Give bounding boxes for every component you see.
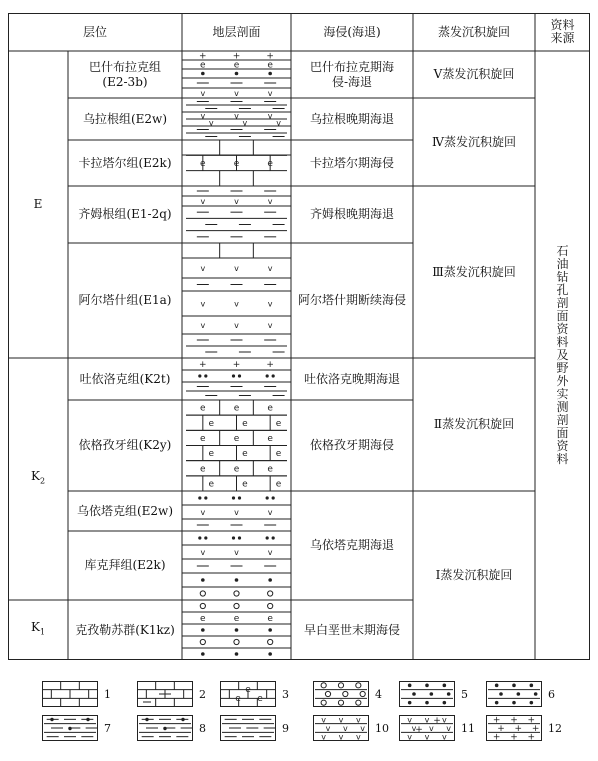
lithology-band — [182, 519, 291, 525]
symbol-v: v — [338, 715, 344, 725]
symbol-dot — [272, 497, 274, 499]
symbol-v: v — [200, 548, 206, 557]
symbol-e: e — [200, 433, 206, 444]
symbol-v: v — [267, 197, 273, 206]
legend-item — [399, 715, 475, 741]
legend-swatch — [486, 681, 542, 707]
symbol-v: v — [208, 118, 214, 128]
formation-code: (E2k) — [138, 155, 172, 170]
symbol-circle — [200, 591, 205, 596]
symbol-dot — [534, 693, 537, 696]
symbol-dot — [530, 684, 533, 687]
lithology-band — [182, 545, 291, 557]
cycle-cell: Ⅲ蒸发沉积旋回 — [432, 264, 516, 279]
legend-number: 6 — [548, 687, 555, 701]
formation-name: 卡拉塔尔组 — [78, 155, 139, 170]
legend-number: 4 — [375, 687, 382, 701]
symbol-dot — [202, 579, 205, 582]
symbol-dot — [269, 72, 272, 75]
lithology-band — [182, 612, 291, 624]
symbol-circle — [321, 700, 326, 705]
symbol-plus: + — [531, 724, 540, 734]
symbol-circle — [234, 639, 239, 644]
symbol-plus: + — [510, 732, 518, 741]
lithology-band — [182, 491, 291, 499]
lithology-band — [182, 648, 291, 655]
legend-item — [42, 715, 111, 741]
symbol-e: e — [242, 449, 248, 460]
lithology-band — [182, 573, 291, 581]
symbol-e: e — [208, 449, 215, 460]
symbol-dot — [269, 629, 272, 632]
symbol-dot — [443, 684, 446, 687]
formation-name: 巴什布拉克组 — [88, 59, 161, 74]
lithology-band — [182, 88, 291, 98]
symbol-v: v — [338, 732, 344, 741]
symbol-circle — [268, 591, 273, 596]
symbol-v: v — [267, 111, 273, 121]
formation-code: (E2w) — [130, 111, 168, 126]
formation-code: (E1a) — [138, 293, 172, 307]
symbol-circle — [200, 639, 205, 644]
symbol-v: v — [200, 321, 206, 330]
symbol-v: v — [234, 89, 239, 98]
symbol-circle — [338, 683, 343, 688]
source-text: 石油钻孔剖面资料及野外实测剖面资料 — [556, 244, 569, 466]
symbol-dot — [205, 375, 207, 377]
symbol-v: v — [200, 299, 206, 309]
symbol-v: v — [234, 548, 239, 557]
symbol-dot — [235, 72, 238, 75]
formation-code: (K1kz) — [135, 622, 175, 637]
lithology-band — [182, 636, 291, 645]
symbol-v: v — [355, 715, 361, 725]
symbol-dot — [517, 693, 520, 696]
formation-cell — [68, 531, 182, 600]
symbol-circle — [360, 691, 365, 696]
transgression-cell: 早白垩世末期海侵 — [303, 622, 400, 637]
lithology-band — [182, 196, 291, 206]
legend-swatch — [313, 681, 369, 707]
symbol-v: v — [424, 715, 430, 725]
symbol-plus: + — [232, 360, 241, 370]
symbol-circle — [321, 683, 326, 688]
symbol-e: e — [267, 433, 273, 444]
symbol-v: v — [441, 732, 447, 741]
symbol-v: v — [267, 548, 273, 557]
formation-code: (E1-2q) — [126, 207, 172, 221]
symbol-e: e — [275, 418, 282, 429]
symbol-v: v — [234, 111, 239, 121]
system-k1 — [8, 600, 68, 660]
legend-number: 8 — [199, 721, 206, 735]
symbol-dot — [408, 701, 411, 704]
symbol-v: v — [411, 724, 417, 733]
legend-number: 9 — [282, 721, 289, 735]
symbol-circle — [325, 691, 330, 696]
symbol-v: v — [200, 89, 206, 98]
formation-cell — [68, 400, 182, 491]
symbol-v: v — [267, 508, 273, 517]
symbol-plus: + — [266, 360, 274, 370]
lithology-band — [182, 98, 291, 109]
symbol-circle — [343, 691, 348, 696]
symbol-v: v — [200, 264, 206, 273]
symbol-circle — [234, 591, 239, 596]
legend-item — [486, 681, 555, 707]
symbol-v: v — [267, 89, 273, 98]
lithology-band — [182, 316, 291, 330]
transgression-cell: 乌依塔克期海退 — [309, 538, 394, 552]
formation-name: 乌依塔克组 — [76, 503, 137, 518]
header-layer: 层位 — [82, 24, 107, 39]
symbol-dot — [513, 701, 516, 704]
legend-swatch — [220, 715, 276, 741]
symbol-v: v — [428, 724, 434, 733]
legend-item — [313, 715, 389, 741]
lithology-band — [182, 382, 291, 396]
symbol-plus: + — [514, 724, 523, 734]
formation-name: 齐姆根组 — [78, 207, 127, 221]
formation-cell — [68, 51, 182, 98]
symbol-dot — [205, 497, 207, 499]
transgression-cell: 阿尔塔什期断续海侵 — [297, 293, 406, 307]
formation-name: 乌拉根组 — [82, 111, 131, 126]
symbol-e: e — [233, 433, 240, 444]
symbol-e: e — [233, 60, 240, 71]
symbol-plus: + — [232, 51, 241, 62]
symbol-dot — [182, 718, 184, 720]
transgression-cell: 乌拉根晚期海退 — [309, 111, 394, 126]
formation-name: 吐依洛克组 — [79, 371, 140, 386]
symbol-dot — [202, 629, 205, 632]
symbol-dot — [266, 537, 268, 539]
lithology-band — [182, 559, 291, 566]
header-section: 地层剖面 — [212, 24, 261, 39]
symbol-dot — [443, 701, 446, 704]
symbol-dot — [266, 375, 268, 377]
symbol-dot — [235, 653, 238, 656]
symbol-circle — [338, 700, 343, 705]
formation-name: 阿尔塔什组 — [78, 293, 139, 307]
symbol-dot — [430, 693, 433, 696]
source-cell — [535, 51, 590, 660]
symbol-dot — [269, 579, 272, 582]
symbol-e: e — [267, 60, 273, 71]
symbol-circle — [268, 639, 273, 644]
legend-item — [220, 681, 289, 707]
symbol-dot — [232, 375, 234, 377]
symbol-plus: + — [527, 715, 536, 726]
legend-swatch — [42, 715, 98, 741]
symbol-circle — [200, 603, 205, 608]
symbol-v: v — [267, 321, 273, 330]
lithology-band — [182, 358, 291, 370]
formation-name: 依格孜牙组 — [78, 438, 139, 452]
cycle-cell: Ⅴ蒸发沉积旋回 — [433, 67, 515, 81]
cycle-cell: Ⅱ蒸发沉积旋回 — [433, 417, 515, 431]
stratigraphy-table — [8, 13, 590, 660]
symbol-v: v — [321, 715, 327, 725]
symbol-dot — [426, 701, 429, 704]
symbol-v: v — [407, 715, 413, 725]
formation-cell — [68, 600, 182, 660]
transgression-cell: 齐姆根晚期海退 — [309, 207, 394, 221]
legend-number: 3 — [282, 687, 289, 701]
lithology-band — [182, 587, 291, 596]
symbol-dot — [266, 497, 268, 499]
lithology-band — [182, 126, 291, 137]
header-cycle: 蒸发沉积旋回 — [437, 24, 510, 39]
lithology-band — [182, 291, 291, 309]
system-k2 — [8, 358, 68, 600]
symbol-dot — [500, 693, 503, 696]
header-transgression: 海侵(海退) — [323, 24, 381, 39]
symbol-dot — [238, 497, 240, 499]
symbol-e: e — [242, 418, 248, 429]
symbol-e: e — [233, 403, 240, 414]
symbol-circle — [268, 603, 273, 608]
symbol-v: v — [267, 264, 273, 273]
symbol-v: v — [200, 111, 206, 121]
symbol-v: v — [234, 264, 239, 273]
symbol-v: v — [200, 197, 206, 206]
symbol-dot — [235, 629, 238, 632]
legend-item — [137, 715, 206, 741]
symbol-e: e — [267, 464, 273, 475]
lithology-band — [182, 400, 291, 489]
lithology-band — [182, 278, 291, 285]
symbol-dot — [413, 693, 416, 696]
formation-cell — [68, 140, 182, 186]
lithology-band — [182, 505, 291, 517]
symbol-dot — [232, 537, 234, 539]
system-k1-label: $K_1$ — [30, 620, 46, 637]
symbol-v: v — [234, 321, 239, 330]
formation-code: (E2-3b) — [102, 74, 148, 89]
symbol-dot — [199, 497, 201, 499]
symbol-v: v — [234, 508, 239, 517]
symbol-v: v — [342, 724, 348, 733]
symbol-plus: + — [199, 51, 207, 62]
legend-number: 1 — [104, 687, 111, 701]
symbol-v: v — [441, 715, 447, 725]
lithology-band — [182, 370, 291, 377]
formation-cell — [68, 491, 182, 531]
header-source: 资料来源 — [550, 18, 575, 45]
lithology-band — [182, 258, 291, 273]
symbol-dot — [199, 375, 201, 377]
symbol-v: v — [234, 299, 239, 309]
lithology-band — [182, 112, 291, 128]
legend-number: 10 — [375, 721, 389, 735]
transgression-cell: 依格孜牙期海侵 — [309, 438, 394, 452]
legend-swatch — [313, 715, 369, 741]
symbol-plus: + — [492, 732, 501, 741]
symbol-v: v — [276, 118, 281, 128]
symbol-dot — [272, 375, 274, 377]
legend-swatch — [42, 681, 98, 707]
symbol-plus: + — [492, 715, 501, 726]
symbol-circle — [356, 683, 361, 688]
legend-number: 5 — [461, 687, 468, 701]
symbol-v: v — [424, 732, 430, 741]
symbol-e: e — [200, 159, 206, 169]
formation-cell — [68, 98, 182, 140]
symbol-plus: + — [415, 725, 423, 735]
legend-number: 11 — [461, 721, 475, 735]
symbol-e: e — [235, 694, 241, 704]
legend-swatch — [399, 715, 455, 741]
formation-cell — [68, 186, 182, 243]
symbol-v: v — [321, 732, 327, 741]
legend-item — [220, 715, 289, 741]
symbol-e: e — [200, 403, 206, 414]
lithology-band — [182, 206, 291, 237]
symbol-dot — [235, 579, 238, 582]
symbol-e: e — [275, 449, 282, 460]
symbol-dot — [426, 684, 429, 687]
symbol-dot — [146, 718, 148, 720]
legend-swatch — [399, 681, 455, 707]
symbol-dot — [447, 693, 450, 696]
lithology-band — [182, 186, 291, 191]
legend-item — [313, 681, 382, 707]
legend-number: 7 — [104, 721, 111, 735]
symbol-plus: + — [510, 715, 518, 726]
symbol-v: v — [446, 724, 452, 733]
formation-cell — [68, 243, 182, 358]
lithology-band — [182, 624, 291, 631]
formation-code: (E2w) — [136, 503, 174, 518]
symbol-dot — [87, 718, 89, 720]
symbol-e: e — [267, 403, 273, 414]
symbol-e: e — [245, 685, 251, 695]
symbol-e: e — [233, 159, 240, 169]
lithology-band — [182, 531, 291, 539]
symbol-dot — [202, 72, 205, 75]
legend-item — [137, 681, 206, 707]
symbol-e: e — [275, 479, 282, 490]
symbol-e: e — [200, 60, 206, 71]
symbol-dot — [513, 684, 516, 687]
symbol-e: e — [267, 159, 273, 169]
formation-code: (K2t) — [139, 371, 171, 386]
symbol-dot — [238, 537, 240, 539]
symbol-e: e — [208, 479, 215, 490]
symbol-e: e — [267, 614, 273, 624]
legend-number: 2 — [199, 687, 206, 701]
legend-item — [399, 681, 468, 707]
symbol-v: v — [360, 724, 366, 733]
symbol-e: e — [233, 464, 240, 475]
symbol-dot — [205, 537, 207, 539]
symbol-circle — [234, 603, 239, 608]
symbol-e: e — [242, 479, 248, 490]
legend-swatch — [137, 715, 193, 741]
symbol-e: e — [200, 614, 206, 624]
symbol-v: v — [234, 197, 239, 206]
legend-item — [486, 715, 562, 741]
symbol-v: v — [200, 508, 206, 517]
system-e: E — [33, 197, 43, 211]
symbol-dot — [272, 537, 274, 539]
cycle-cell: Ⅰ蒸发沉积旋回 — [435, 568, 513, 582]
symbol-e: e — [200, 464, 206, 475]
symbol-dot — [199, 537, 201, 539]
transgression-cell: 卡拉塔尔期海侵 — [309, 155, 394, 170]
formation-code: (K2y) — [138, 438, 172, 452]
formation-name: 克孜勒苏群 — [75, 622, 136, 637]
symbol-e: e — [257, 694, 263, 704]
symbol-v: v — [267, 299, 273, 309]
system-k2-label: $K_2$ — [30, 469, 46, 486]
lithology-band — [182, 600, 291, 609]
legend-swatch — [486, 715, 542, 741]
legend-swatch — [137, 681, 193, 707]
transgression-cell: 吐依洛克晚期海退 — [303, 371, 400, 386]
symbol-dot — [408, 684, 411, 687]
transgression-cell: 巴什布拉克期海侵-海退 — [309, 59, 394, 89]
formation-code: (E2k) — [132, 558, 166, 572]
symbol-v: v — [325, 724, 331, 733]
lithology-band — [182, 78, 291, 83]
symbol-dot — [238, 375, 240, 377]
cycle-cell: Ⅳ蒸发沉积旋回 — [432, 134, 516, 149]
lithology-band — [182, 334, 291, 352]
formation-name: 库克拜组 — [84, 558, 133, 572]
symbol-plus: + — [266, 51, 274, 62]
symbol-plus: + — [433, 716, 441, 726]
symbol-dot — [232, 497, 234, 499]
legend-item — [42, 681, 111, 707]
symbol-dot — [495, 701, 498, 704]
symbol-plus: + — [199, 360, 207, 370]
lithology-band — [182, 243, 291, 258]
symbol-e: e — [208, 418, 215, 429]
symbol-v: v — [355, 732, 361, 741]
legend-swatch — [220, 681, 276, 707]
legend-number: 12 — [548, 721, 562, 735]
formation-cell — [68, 358, 182, 400]
symbol-dot — [202, 653, 205, 656]
symbol-dot — [69, 727, 71, 729]
symbol-dot — [495, 684, 498, 687]
symbol-dot — [164, 727, 166, 729]
symbol-dot — [530, 701, 533, 704]
symbol-dot — [51, 718, 53, 720]
symbol-plus: + — [527, 732, 536, 741]
symbol-e: e — [233, 614, 240, 624]
symbol-dot — [269, 653, 272, 656]
symbol-v: v — [407, 732, 413, 741]
symbol-v: v — [242, 118, 248, 128]
lithology-legend — [0, 673, 598, 753]
symbol-plus: + — [497, 724, 505, 734]
symbol-circle — [356, 700, 361, 705]
